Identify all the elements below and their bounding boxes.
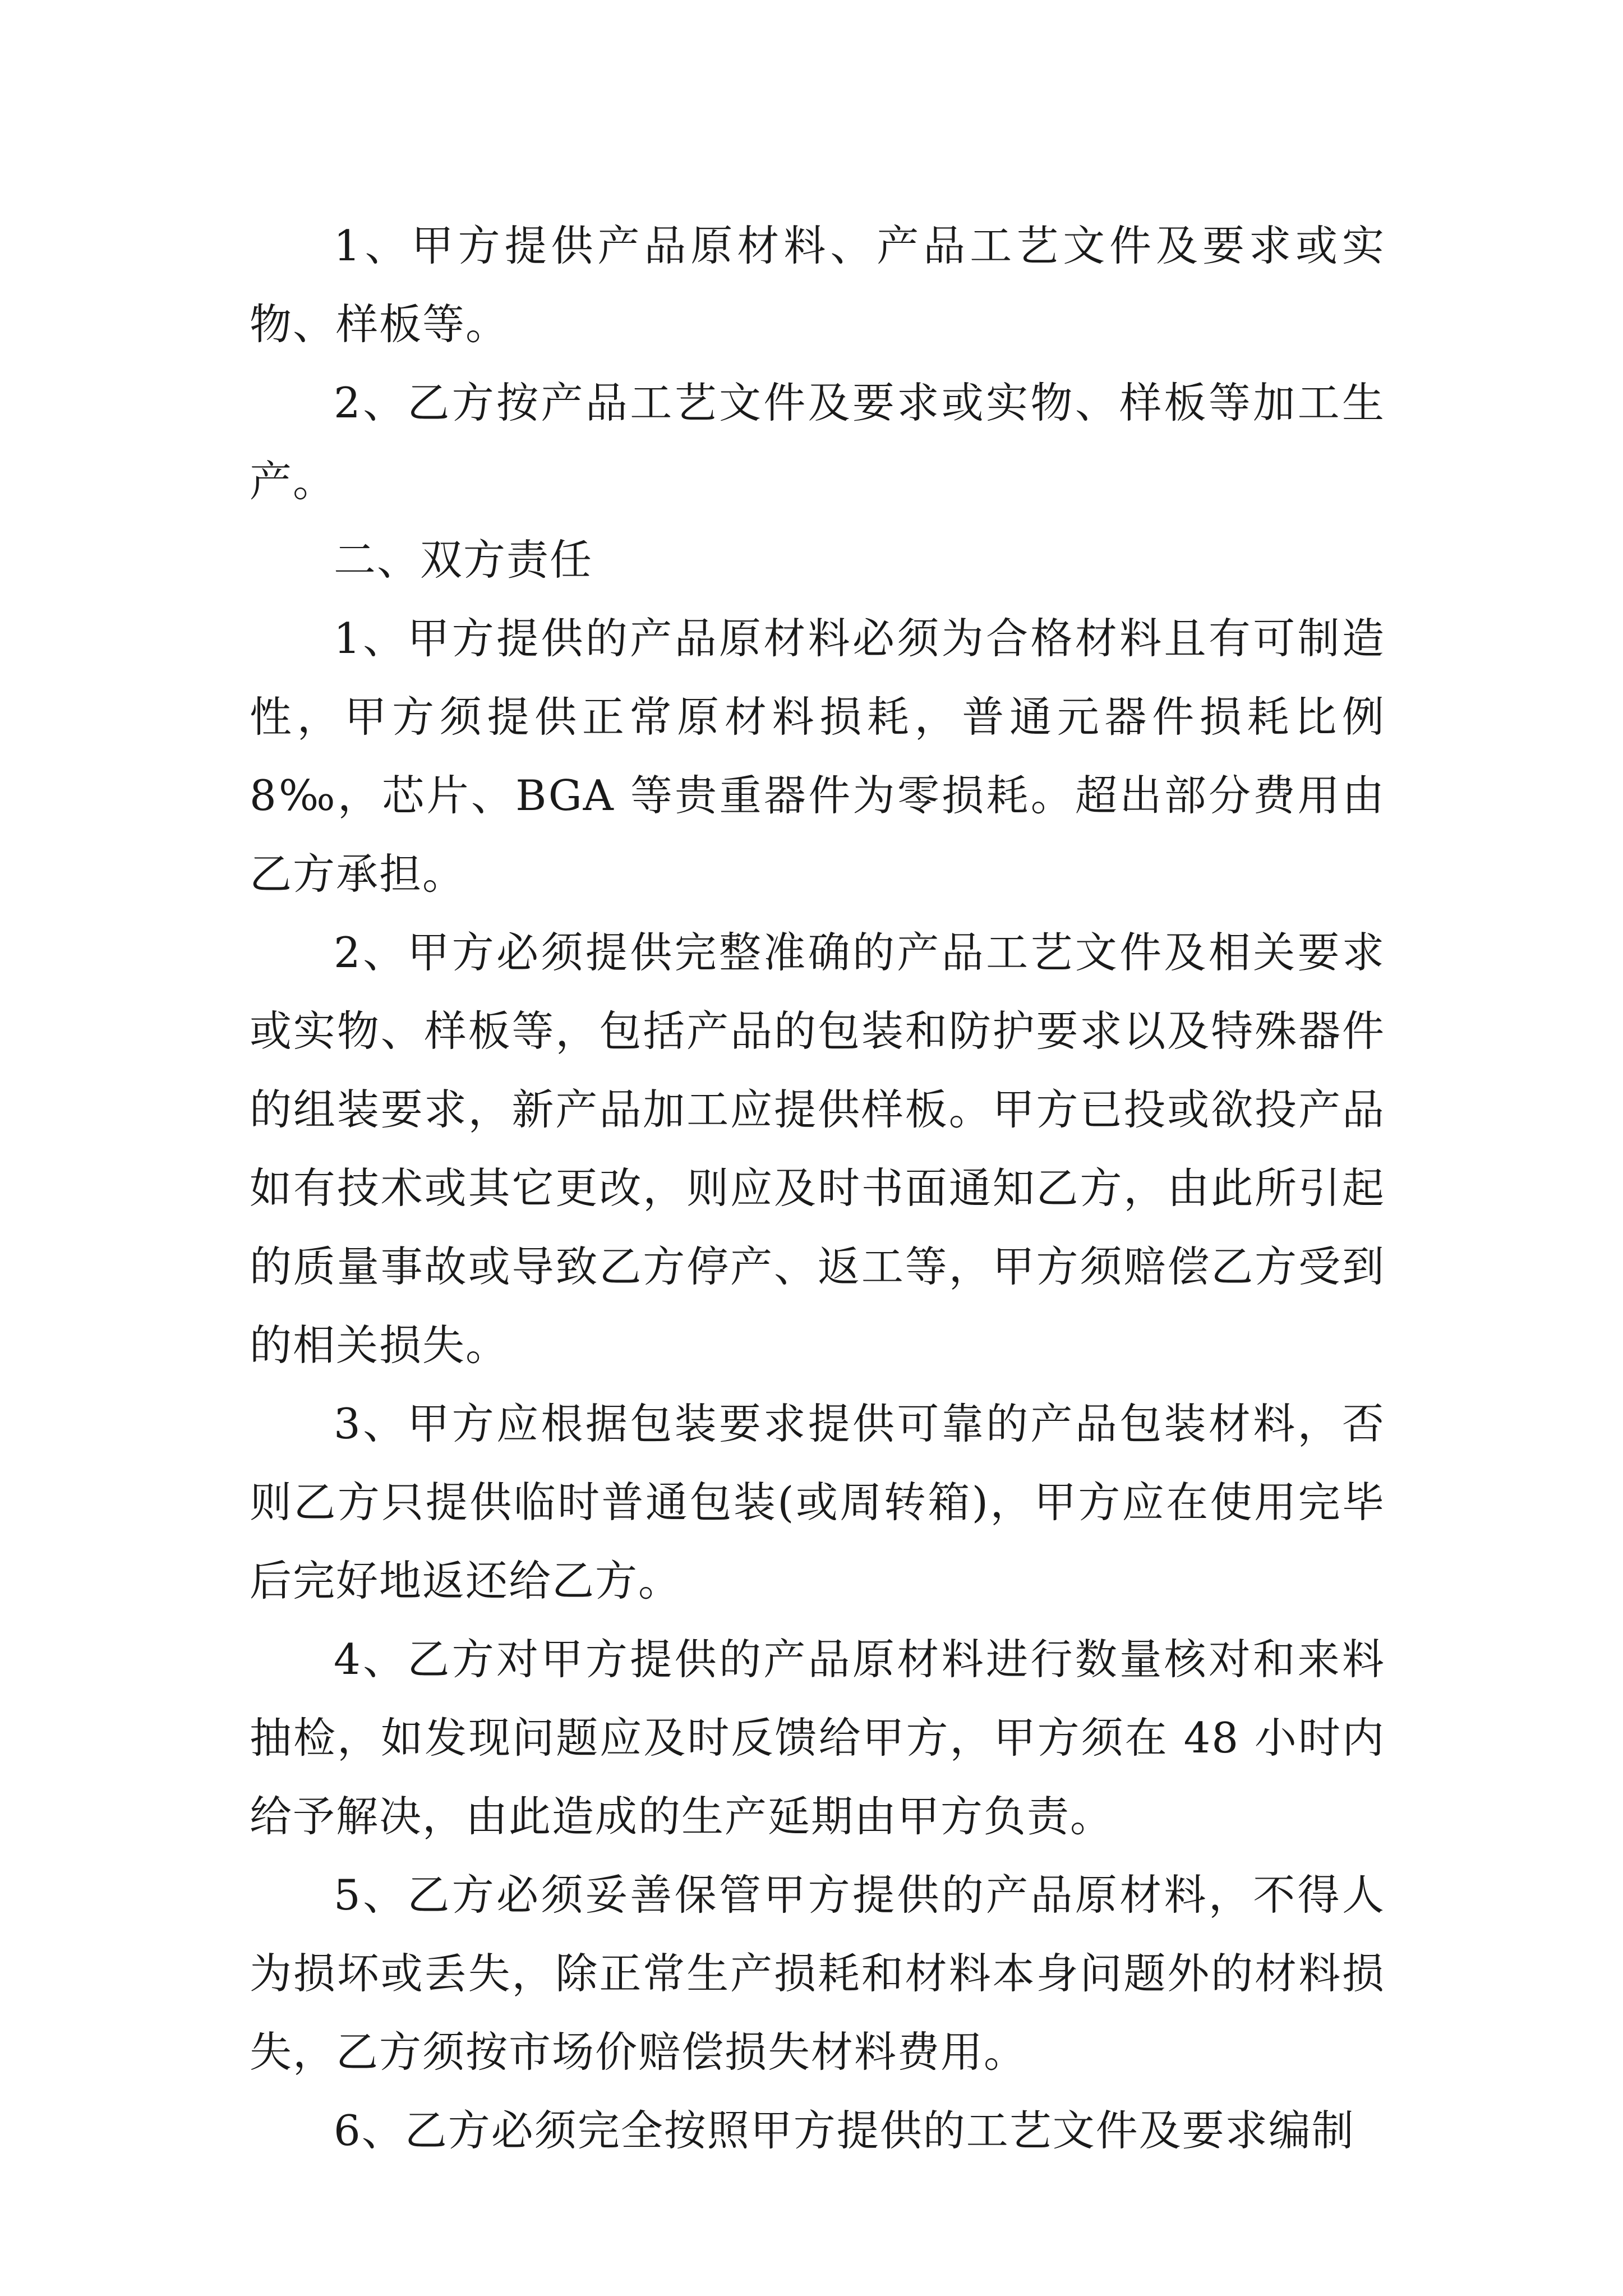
paragraph-3: 1、甲方提供的产品原材料必须为合格材料且有可制造性，甲方须提供正常原材料损耗，普通元器件损耗比例8‰，芯片、BGA 等贵重器件为零损耗。超出部分费用由乙方承担。	[250, 614, 1385, 899]
paragraph-4: 2、甲方必须提供完整准确的产品工艺文件及相关要求或实物、样板等，包括产品的包装和防护要求以及特殊器件的组装要求，新产品加工应提供样板。甲方已投或欲投产品如有技术或其它更改，则应及时书面通知乙方，由此所引起的质量事故或导致乙方停产、返工等，甲方须赔偿乙方受到的相关损失。	[250, 928, 1385, 1370]
section-heading: 二、双方责任	[334, 535, 593, 585]
paragraph-6: 4、乙方对甲方提供的产品原材料进行数量核对和来料抽检，如发现问题应及时反馈给甲方，甲方须在 48 小时内给予解决，由此造成的生产延期由甲方负责。	[250, 1635, 1385, 1841]
paragraph-7: 5、乙方必须妥善保管甲方提供的产品原材料，不得人为损坏或丢失，除正常生产损耗和材料本身问题外的材料损失，乙方须按市场价赔偿损失材料费用。	[250, 1870, 1385, 2077]
paragraph-1: 1、甲方提供产品原材料、产品工艺文件及要求或实物、样板等。	[250, 221, 1385, 349]
document-body	[250, 206, 1385, 2170]
paragraph-5: 3、甲方应根据包装要求提供可靠的产品包装材料，否则乙方只提供临时普通包装(或周转箱)，甲方应在使用完毕后完好地返还给乙方。	[250, 1399, 1385, 1605]
paragraph-8: 6、乙方必须完全按照甲方提供的工艺文件及要求编制	[334, 2106, 1355, 2155]
paragraph-2: 2、乙方按产品工艺文件及要求或实物、样板等加工生产。	[250, 378, 1385, 506]
